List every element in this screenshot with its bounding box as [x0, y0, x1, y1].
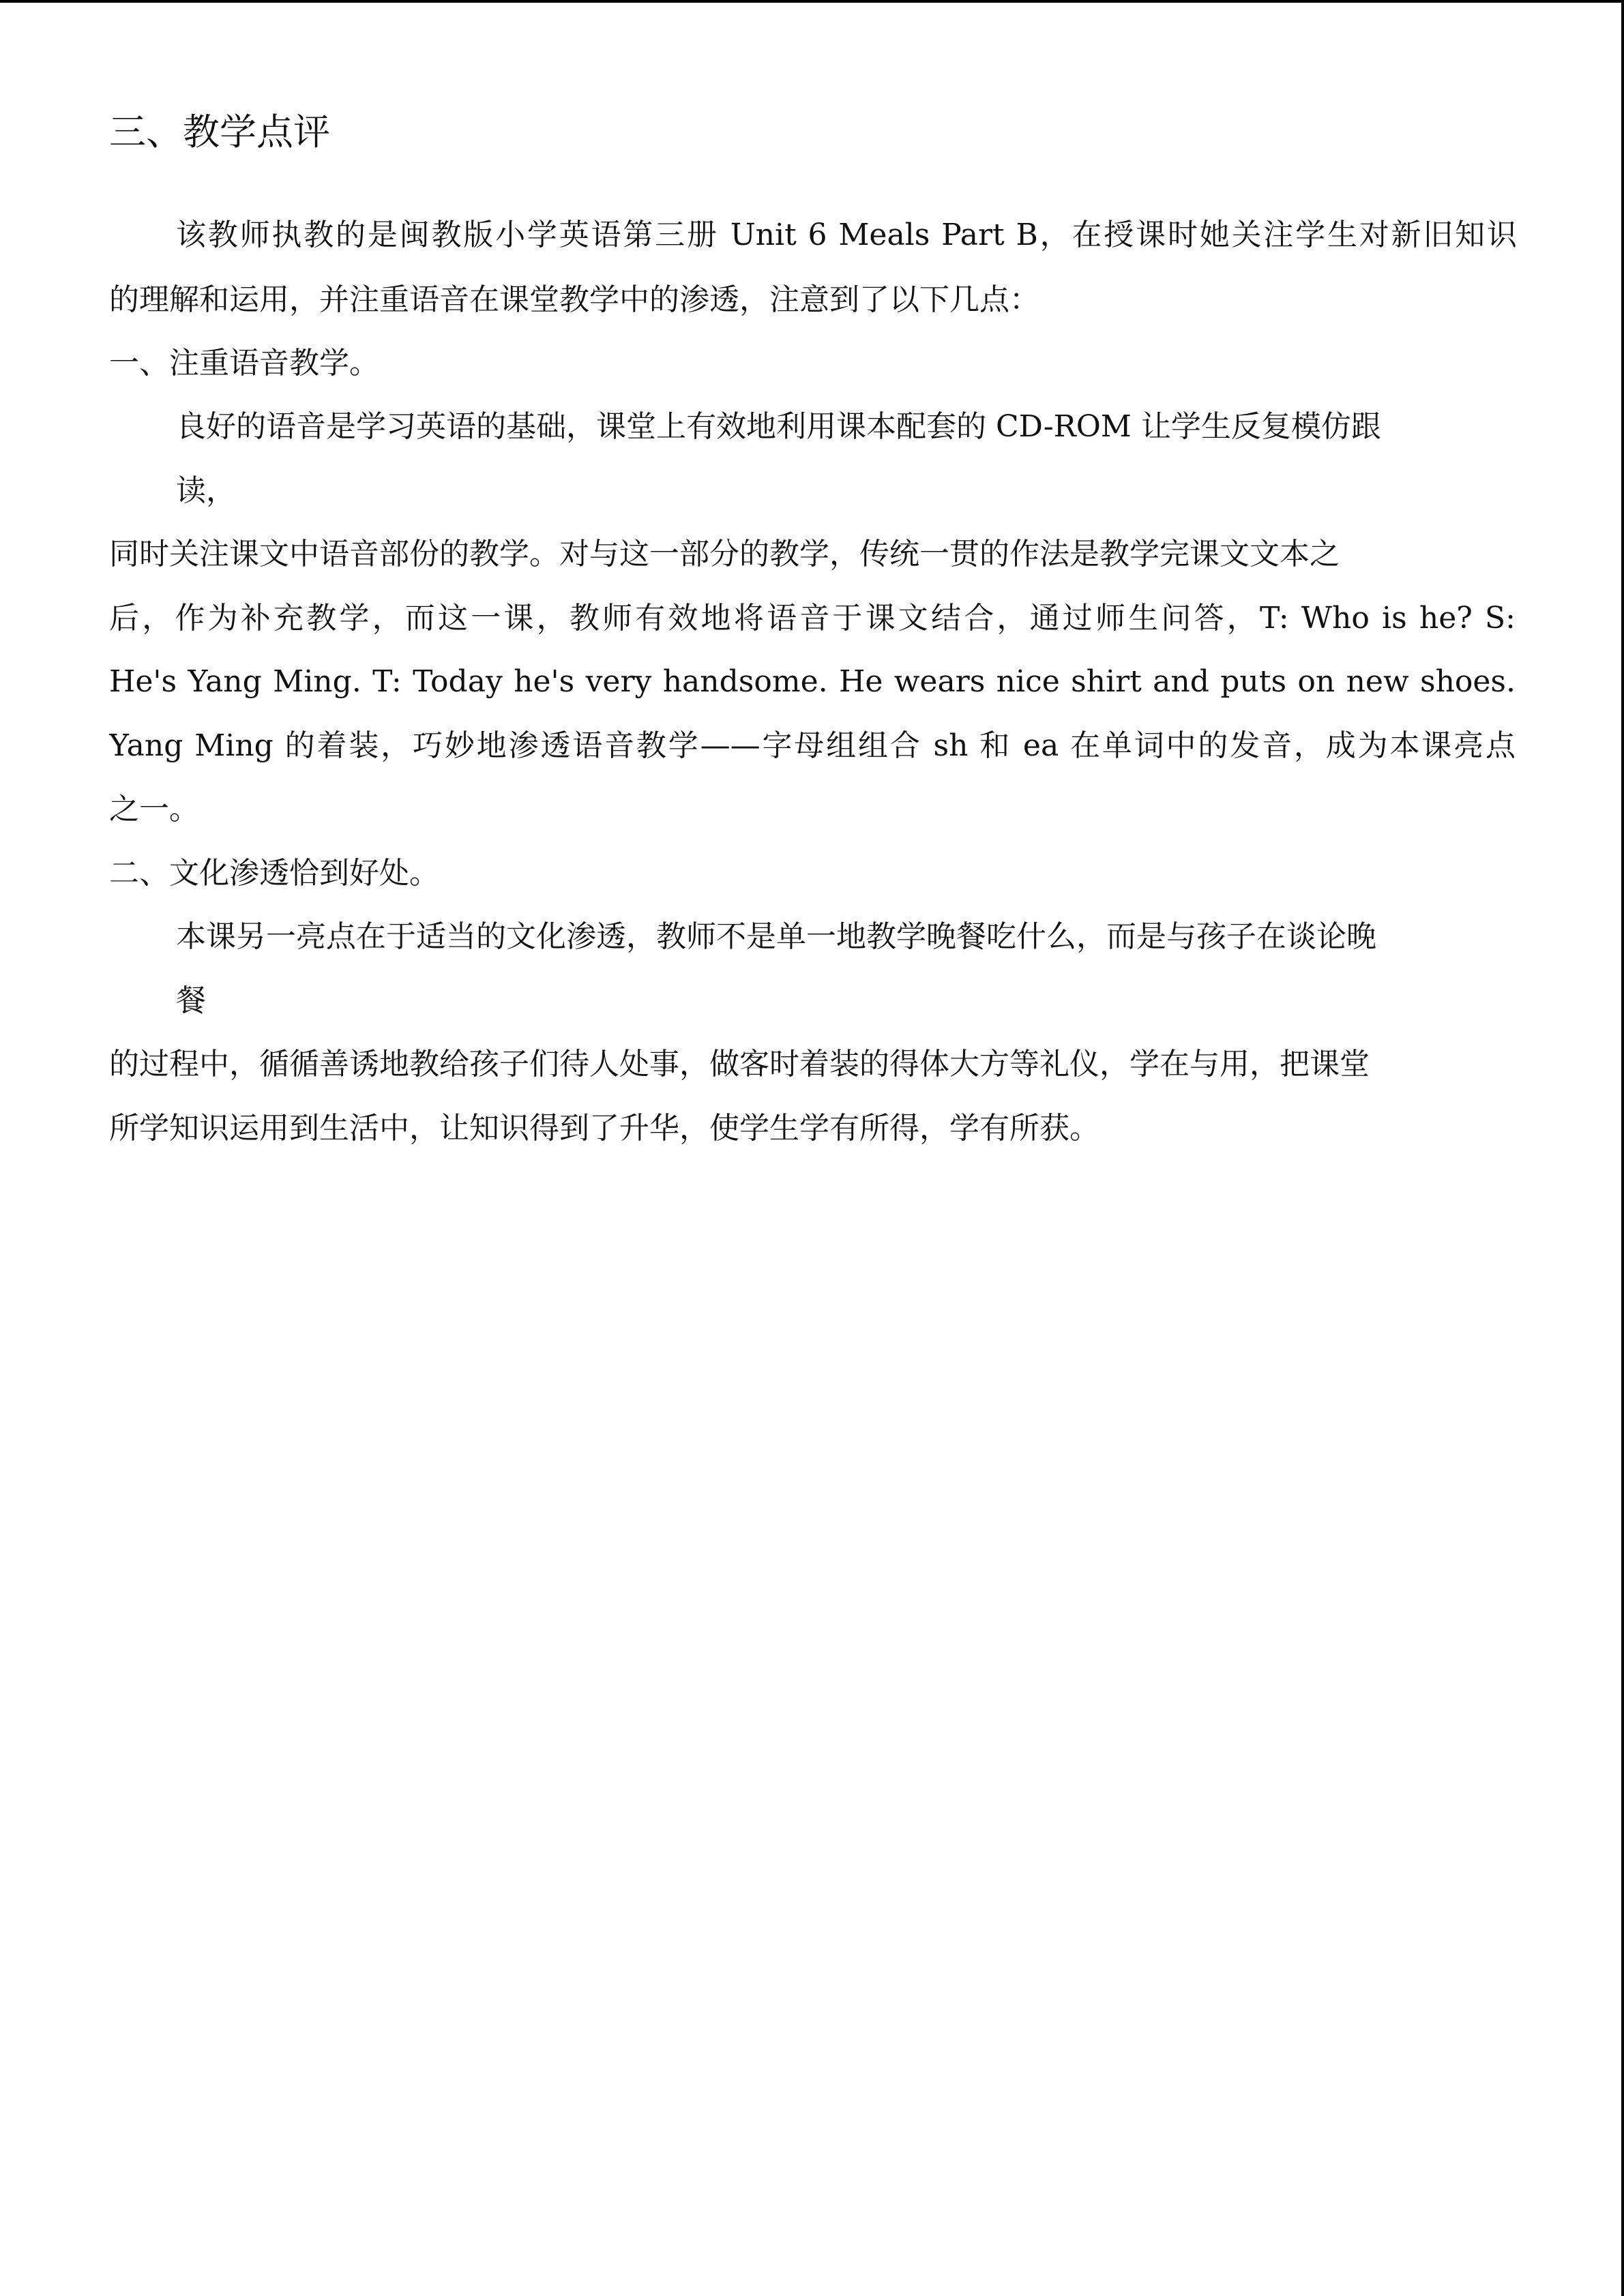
- intro-line-1: 该教师执教的是闽教版小学英语第三册 Unit 6 Meals Part B，在授课时她关注学生对新旧知识: [176, 218, 1517, 252]
- page-right-border: [1621, 0, 1624, 2296]
- point2-title: 二、文化渗透恰到好处。: [109, 856, 439, 891]
- point1-title: 一、注重语音教学。: [109, 346, 379, 381]
- point1-line-3: 同时关注课文中语音部份的教学。对与这一部分的教学，传统一贯的作法是教学完课文文本之: [109, 537, 1340, 571]
- point1-line-4: 后，作为补充教学，而这一课，教师有效地将语音于课文结合，通过师生问答，T: Who is he? S:: [109, 601, 1516, 636]
- point1-line-7: 之一。: [109, 792, 199, 826]
- point1-line-1: 良好的语音是学习英语的基础，课堂上有效地利用课本配套的 CD-ROM 让学生反复模仿跟: [176, 409, 1381, 444]
- section-heading: 三、教学点评: [109, 110, 330, 153]
- point1-line-5: He's Yang Ming. T: Today he's very handsome. He wears nice shirt and puts on new shoes.: [109, 664, 1516, 699]
- point2-line-3: 的过程中，循循善诱地教给孩子们待人处事，做客时着装的得体大方等礼仪，学在与用，把课堂: [109, 1047, 1370, 1082]
- point2-line-1: 本课另一亮点在于适当的文化渗透，教师不是单一地教学晚餐吃什么，而是与孩子在谈论晚: [176, 919, 1376, 954]
- intro-line-2: 的理解和运用，并注重语音在课堂教学中的渗透，注意到了以下几点：: [109, 282, 1039, 317]
- point1-line-2: 读，: [176, 473, 236, 508]
- point2-line-4: 所学知识运用到生活中，让知识得到了升华，使学生学有所得，学有所获。: [109, 1111, 1099, 1146]
- point1-line-6: Yang Ming 的着装，巧妙地渗透语音教学——字母组组合 sh 和 ea 在单词中的发音，成为本课亮点: [109, 728, 1516, 763]
- point2-line-2: 餐: [176, 983, 206, 1018]
- page-top-border: [0, 0, 1624, 3]
